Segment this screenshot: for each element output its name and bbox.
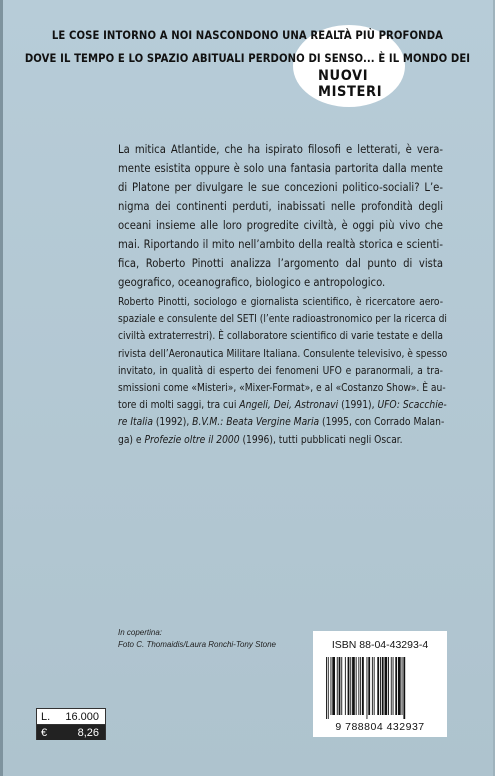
bio-line bbox=[118, 432, 443, 449]
bio-line: civiltà extraterrestri). È collaboratore scientifico di varie testate e della bbox=[118, 331, 443, 343]
synopsis-line: di Platone per divulgare le sue concezioni politico-sociali? L’e- bbox=[118, 181, 443, 194]
synopsis-line: nigma dei continenti perduti, inabissati nelle profondità degli bbox=[118, 200, 443, 213]
bio-text: (1996), tutti pubblicati negli Oscar. bbox=[242, 434, 403, 446]
barcode-icon bbox=[326, 657, 434, 719]
synopsis-paragraph bbox=[118, 140, 443, 292]
bio-line: spaziale e consulente del SETI (l’ente radioastronomico per la ricerca di bbox=[118, 314, 447, 326]
bio-text: tore di molti saggi, tra cui bbox=[118, 400, 237, 412]
bio-text: ga) e bbox=[118, 434, 142, 446]
series-name-line-2: MISTERI bbox=[318, 84, 383, 100]
book-title: UFO: Scacchie- bbox=[377, 400, 447, 412]
bio-text: (1995, con Corrado Malan- bbox=[322, 417, 445, 429]
lire-symbol: L. bbox=[41, 710, 51, 723]
bio-line: rivista dell’Aeronautica Militare Italiana. Consulente televisivo, è spesso bbox=[118, 348, 448, 360]
bio-line: smissioni come «Misteri», «Mixer-Format», e al «Costanzo Show». È au- bbox=[118, 383, 446, 395]
price-euro bbox=[37, 725, 105, 740]
tagline-line-2: DOVE IL TEMPO E LO SPAZIO ABITUALI PERDONO DI SENSO... È IL MONDO DEI bbox=[24, 52, 471, 65]
synopsis-line: mente esistita oppure è solo una fantasia partorita dalla mente bbox=[118, 162, 443, 175]
book-title: Profezie oltre il 2000 bbox=[144, 434, 240, 446]
synopsis-line: geografico, oceanografico, biologico e antropologico. bbox=[118, 276, 386, 289]
bio-line: invitato, in qualità di esperto dei fenomeni UFO e paranormali, a tra- bbox=[118, 365, 443, 377]
synopsis-line: La mitica Atlantide, che ha ispirato filosofi e letterati, è vera- bbox=[118, 143, 443, 156]
price-lire bbox=[37, 709, 105, 725]
series-name bbox=[318, 68, 393, 100]
synopsis-line: fica, Roberto Pinotti analizza l’argomento dal punto di vista bbox=[118, 257, 443, 270]
series-name-line-1: NUOVI bbox=[318, 68, 369, 84]
cover-credits bbox=[118, 627, 276, 651]
price-box bbox=[36, 708, 106, 740]
synopsis-line: oceani insieme alle loro progredite civiltà, è oggi più vivo che bbox=[118, 219, 443, 232]
tagline-line-1: LE COSE INTORNO A NOI NASCONDONO UNA REALTÀ PIÙ PROFONDA bbox=[51, 29, 444, 42]
euro-symbol: € bbox=[41, 726, 48, 739]
bio-text: (1991), bbox=[341, 400, 375, 412]
book-title: B.V.M.: Beata Vergine Maria bbox=[192, 417, 320, 429]
author-bio-paragraph bbox=[118, 294, 448, 449]
bio-line bbox=[118, 414, 443, 431]
synopsis-line: mai. Riportando il mito nell’ambito della realtà storica e scienti- bbox=[118, 238, 443, 251]
barcode-box bbox=[313, 631, 447, 737]
euro-value: 8,26 bbox=[77, 726, 99, 739]
book-title: re Italia bbox=[118, 417, 153, 429]
book-title: Angeli, Dei, Astronavi bbox=[239, 400, 339, 412]
bio-line: Roberto Pinotti, sociologo e giornalista scientifico, è ricercatore aero- bbox=[118, 297, 443, 308]
cover-edge bbox=[0, 0, 3, 776]
bio-text: (1992), bbox=[155, 417, 190, 429]
isbn-number: ISBN 88-04-43293-4 bbox=[331, 639, 429, 651]
bio-line bbox=[118, 397, 447, 414]
cover-credits-label: In copertina: bbox=[118, 628, 163, 637]
cover-credits-text: Foto C. Thomaidis/Laura Ronchi-Tony Stone bbox=[118, 640, 277, 649]
ean-number: 9 788804 432937 bbox=[335, 721, 425, 733]
lire-value: 16.000 bbox=[65, 710, 99, 723]
